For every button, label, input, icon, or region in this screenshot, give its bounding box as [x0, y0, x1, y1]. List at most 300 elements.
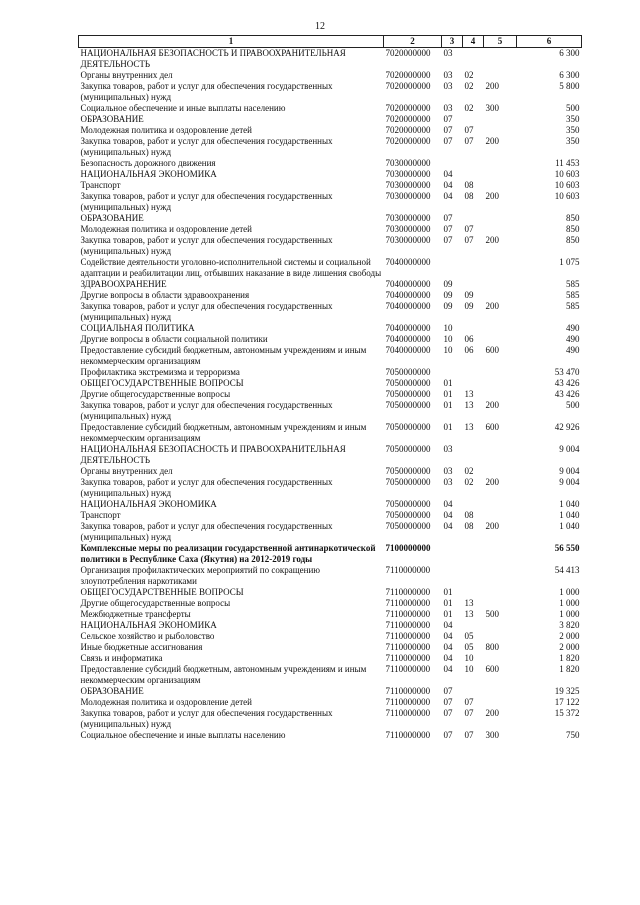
budget-code-cell: 7050000000 — [385, 422, 431, 432]
row-name-cell: Молодежная политика и оздоровление детей — [80, 125, 252, 135]
expense-type-cell — [484, 279, 517, 290]
subsection-cell: 02 — [464, 466, 474, 476]
section-cell: 04 — [443, 664, 453, 674]
expense-type-cell — [484, 499, 517, 510]
expense-type-cell — [484, 158, 517, 169]
section-cell: 04 — [443, 620, 453, 630]
expense-type-cell — [484, 213, 517, 224]
table-row — [79, 125, 582, 136]
budget-code-cell: 7040000000 — [385, 257, 431, 267]
row-name-cell: ОБЩЕГОСУДАРСТВЕННЫЕ ВОПРОСЫ — [80, 587, 244, 597]
amount-cell: 585 — [566, 301, 580, 311]
amount-cell: 15 372 — [554, 708, 580, 718]
section-cell: 07 — [443, 213, 453, 223]
table-row — [79, 499, 582, 510]
expense-type-cell — [484, 290, 517, 301]
row-name-cell: Закупка товаров, работ и услуг для обеспечения государственных (муниципальных) нужд — [80, 477, 333, 498]
row-name-cell: Органы внутренних дел — [80, 466, 173, 476]
section-cell: 10 — [443, 334, 453, 344]
subsection-cell — [463, 279, 484, 290]
expense-type-cell — [484, 653, 517, 664]
amount-cell: 500 — [566, 103, 580, 113]
table-row — [79, 620, 582, 631]
page-number: 12 — [315, 21, 325, 32]
table-row — [79, 158, 582, 169]
section-cell: 01 — [443, 378, 453, 388]
section-cell: 10 — [443, 323, 453, 333]
row-name-cell: НАЦИОНАЛЬНАЯ ЭКОНОМИКА — [80, 169, 217, 179]
expense-type-cell — [484, 444, 517, 466]
subsection-cell: 13 — [464, 422, 474, 432]
section-cell: 07 — [443, 235, 453, 245]
table-row — [79, 180, 582, 191]
section-cell: 07 — [443, 686, 453, 696]
section-cell — [442, 158, 463, 169]
section-cell: 04 — [443, 510, 453, 520]
budget-table — [78, 35, 582, 741]
section-cell: 04 — [443, 642, 453, 652]
amount-cell: 54 413 — [554, 565, 580, 575]
subsection-cell: 07 — [464, 136, 474, 146]
subsection-cell — [463, 620, 484, 631]
expense-type-cell — [484, 565, 517, 587]
subsection-cell: 02 — [464, 70, 474, 80]
table-row — [79, 81, 582, 103]
budget-code-cell: 7110000000 — [385, 697, 431, 707]
subsection-cell — [463, 213, 484, 224]
subsection-cell: 02 — [464, 477, 474, 487]
section-cell: 01 — [443, 389, 453, 399]
section-cell: 04 — [443, 653, 453, 663]
amount-cell: 350 — [566, 114, 580, 124]
budget-code-cell: 7050000000 — [385, 466, 431, 476]
table-row — [79, 103, 582, 114]
subsection-cell — [463, 48, 484, 71]
table-row — [79, 422, 582, 444]
row-name-cell: Комплексные меры по реализации государственной антинаркотической политики в Республике Саха (Якутия) на 2012-2019 годы — [80, 543, 376, 564]
amount-cell: 1 000 — [559, 609, 580, 619]
subsection-cell: 07 — [464, 708, 474, 718]
table-row — [79, 653, 582, 664]
row-name-cell: Социальное обеспечение и иные выплаты населению — [80, 730, 286, 740]
section-cell — [442, 257, 463, 279]
section-cell: 07 — [443, 708, 453, 718]
expense-type-cell: 200 — [485, 400, 499, 410]
row-name-cell: Транспорт — [80, 180, 121, 190]
budget-code-cell: 7110000000 — [385, 565, 431, 575]
amount-cell: 9 004 — [559, 444, 580, 454]
subsection-cell: 07 — [464, 697, 474, 707]
section-cell: 03 — [443, 477, 453, 487]
expense-type-cell: 200 — [485, 708, 499, 718]
amount-cell: 43 426 — [554, 378, 580, 388]
budget-code-cell: 7110000000 — [385, 664, 431, 674]
amount-cell: 1 075 — [559, 257, 580, 267]
expense-type-cell — [484, 367, 517, 378]
amount-cell: 490 — [566, 323, 580, 333]
budget-code-cell: 7020000000 — [385, 81, 431, 91]
budget-code-cell: 7110000000 — [385, 642, 431, 652]
section-cell: 04 — [443, 169, 453, 179]
row-name-cell: Другие вопросы в области социальной политики — [80, 334, 268, 344]
amount-cell: 850 — [566, 235, 580, 245]
budget-code-cell: 7020000000 — [385, 136, 431, 146]
budget-code-cell: 7030000000 — [385, 158, 431, 168]
expense-type-cell: 300 — [485, 730, 499, 740]
budget-code-cell: 7050000000 — [385, 510, 431, 520]
amount-cell: 490 — [566, 334, 580, 344]
table-row — [79, 191, 582, 213]
table-header-row — [79, 36, 582, 48]
expense-type-cell: 200 — [485, 191, 499, 201]
expense-type-cell: 300 — [485, 103, 499, 113]
amount-cell: 500 — [566, 400, 580, 410]
budget-code-cell: 7040000000 — [385, 323, 431, 333]
column-header: 3 — [442, 36, 463, 48]
expense-type-cell — [484, 114, 517, 125]
subsection-cell: 05 — [464, 631, 474, 641]
table-row — [79, 664, 582, 686]
budget-code-cell: 7050000000 — [385, 521, 431, 531]
table-row — [79, 521, 582, 543]
section-cell: 03 — [443, 444, 453, 454]
section-cell: 07 — [443, 114, 453, 124]
subsection-cell — [463, 444, 484, 466]
subsection-cell — [463, 565, 484, 587]
subsection-cell: 13 — [464, 389, 474, 399]
row-name-cell: Закупка товаров, работ и услуг для обеспечения государственных (муниципальных) нужд — [80, 400, 333, 421]
subsection-cell: 13 — [464, 400, 474, 410]
amount-cell: 1 000 — [559, 587, 580, 597]
section-cell: 01 — [443, 422, 453, 432]
table-row — [79, 444, 582, 466]
table-row — [79, 565, 582, 587]
section-cell: 04 — [443, 191, 453, 201]
subsection-cell: 13 — [464, 609, 474, 619]
subsection-cell: 09 — [464, 290, 474, 300]
table-row — [79, 345, 582, 367]
row-name-cell: Предоставление субсидий бюджетным, автономным учреждениям и иным некоммерческим организациям — [80, 422, 367, 443]
budget-code-cell: 7110000000 — [385, 708, 431, 718]
expense-type-cell: 200 — [485, 235, 499, 245]
subsection-cell: 08 — [464, 191, 474, 201]
amount-cell: 850 — [566, 213, 580, 223]
section-cell: 07 — [443, 697, 453, 707]
row-name-cell: Социальное обеспечение и иные выплаты населению — [80, 103, 286, 113]
budget-code-cell: 7110000000 — [385, 609, 431, 619]
subsection-cell — [463, 587, 484, 598]
subsection-cell: 07 — [464, 125, 474, 135]
amount-cell: 9 004 — [559, 466, 580, 476]
amount-cell: 1 820 — [559, 664, 580, 674]
subsection-cell — [463, 543, 484, 565]
section-cell: 07 — [443, 224, 453, 234]
amount-cell: 1 820 — [559, 653, 580, 663]
table-row — [79, 323, 582, 334]
subsection-cell: 05 — [464, 642, 474, 652]
amount-cell: 2 000 — [559, 631, 580, 641]
budget-code-cell: 7030000000 — [385, 235, 431, 245]
subsection-cell: 08 — [464, 510, 474, 520]
subsection-cell: 07 — [464, 224, 474, 234]
budget-code-cell: 7030000000 — [385, 191, 431, 201]
row-name-cell: Молодежная политика и оздоровление детей — [80, 697, 252, 707]
row-name-cell: Органы внутренних дел — [80, 70, 173, 80]
amount-cell: 350 — [566, 125, 580, 135]
column-header: 6 — [517, 36, 582, 48]
expense-type-cell: 200 — [485, 521, 499, 531]
subsection-cell — [463, 378, 484, 389]
expense-type-cell — [484, 323, 517, 334]
table-row — [79, 334, 582, 345]
budget-code-cell: 7110000000 — [385, 686, 431, 696]
amount-cell: 5 800 — [559, 81, 580, 91]
subsection-cell: 08 — [464, 180, 474, 190]
amount-cell: 11 453 — [555, 158, 580, 168]
subsection-cell: 02 — [464, 81, 474, 91]
amount-cell: 42 926 — [554, 422, 580, 432]
table-row — [79, 730, 582, 741]
expense-type-cell — [484, 180, 517, 191]
section-cell: 01 — [443, 400, 453, 410]
section-cell: 09 — [443, 279, 453, 289]
expense-type-cell — [484, 48, 517, 71]
amount-cell: 1 040 — [559, 510, 580, 520]
amount-cell: 19 325 — [554, 686, 580, 696]
table-row — [79, 609, 582, 620]
row-name-cell: НАЦИОНАЛЬНАЯ ЭКОНОМИКА — [80, 620, 217, 630]
expense-type-cell — [484, 224, 517, 235]
subsection-cell — [463, 257, 484, 279]
table-row — [79, 466, 582, 477]
table-row — [79, 290, 582, 301]
section-cell: 01 — [443, 598, 453, 608]
table-row — [79, 587, 582, 598]
subsection-cell — [463, 686, 484, 697]
section-cell: 03 — [443, 81, 453, 91]
section-cell: 01 — [443, 587, 453, 597]
table-row — [79, 631, 582, 642]
expense-type-cell — [484, 389, 517, 400]
section-cell — [442, 367, 463, 378]
table-row — [79, 257, 582, 279]
budget-code-cell: 7100000000 — [385, 543, 431, 553]
table-row — [79, 70, 582, 81]
row-name-cell: ЗДРАВООХРАНЕНИЕ — [80, 279, 167, 289]
amount-cell: 53 470 — [554, 367, 580, 377]
budget-code-cell: 7050000000 — [385, 477, 431, 487]
amount-cell: 1 040 — [559, 499, 580, 509]
section-cell: 03 — [443, 48, 453, 58]
table-row — [79, 708, 582, 730]
column-header: 5 — [484, 36, 517, 48]
subsection-cell: 07 — [464, 730, 474, 740]
expense-type-cell — [484, 697, 517, 708]
amount-cell: 1 000 — [559, 598, 580, 608]
table-row — [79, 477, 582, 499]
budget-code-cell: 7020000000 — [385, 103, 431, 113]
section-cell: 04 — [443, 180, 453, 190]
amount-cell: 585 — [566, 290, 580, 300]
expense-type-cell: 200 — [485, 477, 499, 487]
budget-code-cell: 7030000000 — [385, 169, 431, 179]
subsection-cell: 06 — [464, 345, 474, 355]
budget-code-cell: 7030000000 — [385, 213, 431, 223]
budget-code-cell: 7110000000 — [385, 587, 431, 597]
expense-type-cell — [484, 125, 517, 136]
section-cell: 07 — [443, 136, 453, 146]
subsection-cell: 10 — [464, 653, 474, 663]
budget-code-cell: 7020000000 — [385, 114, 431, 124]
budget-code-cell: 7050000000 — [385, 400, 431, 410]
expense-type-cell — [484, 378, 517, 389]
expense-type-cell — [484, 598, 517, 609]
section-cell — [442, 565, 463, 587]
row-name-cell: Закупка товаров, работ и услуг для обеспечения государственных (муниципальных) нужд — [80, 81, 333, 102]
amount-cell: 585 — [566, 279, 580, 289]
row-name-cell: СОЦИАЛЬНАЯ ПОЛИТИКА — [80, 323, 195, 333]
table-body — [79, 48, 582, 742]
budget-code-cell: 7050000000 — [385, 389, 431, 399]
budget-code-cell: 7110000000 — [385, 631, 431, 641]
expense-type-cell: 200 — [485, 136, 499, 146]
row-name-cell: Другие общегосударственные вопросы — [80, 389, 231, 399]
budget-code-cell: 7020000000 — [385, 125, 431, 135]
section-cell: 07 — [443, 125, 453, 135]
expense-type-cell — [484, 631, 517, 642]
expense-type-cell — [484, 334, 517, 345]
row-name-cell: Транспорт — [80, 510, 121, 520]
subsection-cell: 08 — [464, 521, 474, 531]
table-row — [79, 697, 582, 708]
amount-cell: 6 300 — [559, 48, 580, 58]
budget-code-cell: 7110000000 — [385, 620, 431, 630]
row-name-cell: Безопасность дорожного движения — [80, 158, 216, 168]
budget-code-cell: 7110000000 — [385, 653, 431, 663]
section-cell: 04 — [443, 499, 453, 509]
expense-type-cell: 600 — [485, 664, 499, 674]
amount-cell: 10 603 — [554, 169, 580, 179]
table-row — [79, 114, 582, 125]
amount-cell: 56 550 — [554, 543, 580, 553]
section-cell: 01 — [443, 609, 453, 619]
section-cell: 09 — [443, 301, 453, 311]
row-name-cell: Закупка товаров, работ и услуг для обеспечения государственных (муниципальных) нужд — [80, 191, 333, 212]
budget-code-cell: 7040000000 — [385, 279, 431, 289]
section-cell: 04 — [443, 631, 453, 641]
expense-type-cell — [484, 587, 517, 598]
expense-type-cell — [484, 620, 517, 631]
budget-code-cell: 7050000000 — [385, 378, 431, 388]
row-name-cell: НАЦИОНАЛЬНАЯ БЕЗОПАСНОСТЬ И ПРАВООХРАНИТЕЛЬНАЯ ДЕЯТЕЛЬНОСТЬ — [80, 444, 346, 465]
expense-type-cell — [484, 686, 517, 697]
subsection-cell — [463, 499, 484, 510]
budget-code-cell: 7020000000 — [385, 70, 431, 80]
amount-cell: 10 603 — [554, 180, 580, 190]
section-cell: 03 — [443, 103, 453, 113]
expense-type-cell — [484, 543, 517, 565]
table-row — [79, 136, 582, 158]
subsection-cell: 02 — [464, 103, 474, 113]
budget-code-cell: 7040000000 — [385, 290, 431, 300]
budget-code-cell: 7040000000 — [385, 334, 431, 344]
table-row — [79, 686, 582, 697]
row-name-cell: ОБРАЗОВАНИЕ — [80, 114, 144, 124]
row-name-cell: Другие вопросы в области здравоохранения — [80, 290, 250, 300]
column-header: 2 — [384, 36, 442, 48]
expense-type-cell — [484, 257, 517, 279]
expense-type-cell — [484, 70, 517, 81]
amount-cell: 350 — [566, 136, 580, 146]
row-name-cell: Предоставление субсидий бюджетным, автономным учреждениям и иным некоммерческим организациям — [80, 664, 367, 685]
amount-cell: 2 000 — [559, 642, 580, 652]
section-cell: 10 — [443, 345, 453, 355]
budget-code-cell: 7040000000 — [385, 301, 431, 311]
expense-type-cell — [484, 510, 517, 521]
table-row — [79, 301, 582, 323]
table-row — [79, 279, 582, 290]
table-row — [79, 48, 582, 71]
section-cell: 09 — [443, 290, 453, 300]
table-row — [79, 378, 582, 389]
amount-cell: 850 — [566, 224, 580, 234]
budget-code-cell: 7050000000 — [385, 367, 431, 377]
expense-type-cell — [484, 169, 517, 180]
table-row — [79, 598, 582, 609]
row-name-cell: Иные бюджетные ассигнования — [80, 642, 203, 652]
budget-code-cell: 7050000000 — [385, 444, 431, 454]
section-cell — [442, 543, 463, 565]
row-name-cell: ОБЩЕГОСУДАРСТВЕННЫЕ ВОПРОСЫ — [80, 378, 244, 388]
row-name-cell: Профилактика экстремизма и терроризма — [80, 367, 240, 377]
row-name-cell: Закупка товаров, работ и услуг для обеспечения государственных (муниципальных) нужд — [80, 235, 333, 256]
table-row — [79, 169, 582, 180]
expense-type-cell: 200 — [485, 81, 499, 91]
column-header: 1 — [79, 36, 384, 48]
table-row — [79, 367, 582, 378]
amount-cell: 17 122 — [554, 697, 580, 707]
row-name-cell: Закупка товаров, работ и услуг для обеспечения государственных (муниципальных) нужд — [80, 301, 333, 322]
row-name-cell: Закупка товаров, работ и услуг для обеспечения государственных (муниципальных) нужд — [80, 708, 333, 729]
subsection-cell: 10 — [464, 664, 474, 674]
row-name-cell: Связь и информатика — [80, 653, 163, 663]
amount-cell: 6 300 — [559, 70, 580, 80]
subsection-cell: 13 — [464, 598, 474, 608]
table-row — [79, 510, 582, 521]
subsection-cell — [463, 323, 484, 334]
row-name-cell: Организация профилактических мероприятий по сокращению злоупотребления наркотиками — [80, 565, 321, 586]
amount-cell: 9 004 — [559, 477, 580, 487]
expense-type-cell: 200 — [485, 301, 499, 311]
expense-type-cell — [484, 466, 517, 477]
subsection-cell: 06 — [464, 334, 474, 344]
table-row — [79, 235, 582, 257]
row-name-cell: Предоставление субсидий бюджетным, автономным учреждениям и иным некоммерческим организациям — [80, 345, 367, 366]
column-header: 4 — [463, 36, 484, 48]
row-name-cell: НАЦИОНАЛЬНАЯ ЭКОНОМИКА — [80, 499, 217, 509]
budget-code-cell: 7110000000 — [385, 730, 431, 740]
row-name-cell: Содействие деятельности уголовно-исполнительной системы и социальной адаптации и реабилитации лиц, отбывших наказание в виде лишения свободы — [80, 257, 382, 278]
budget-code-cell: 7110000000 — [385, 598, 431, 608]
table-row — [79, 642, 582, 653]
table-row — [79, 389, 582, 400]
table-row — [79, 543, 582, 565]
amount-cell: 3 820 — [559, 620, 580, 630]
amount-cell: 10 603 — [554, 191, 580, 201]
amount-cell: 750 — [566, 730, 580, 740]
row-name-cell: Молодежная политика и оздоровление детей — [80, 224, 252, 234]
budget-code-cell: 7050000000 — [385, 499, 431, 509]
